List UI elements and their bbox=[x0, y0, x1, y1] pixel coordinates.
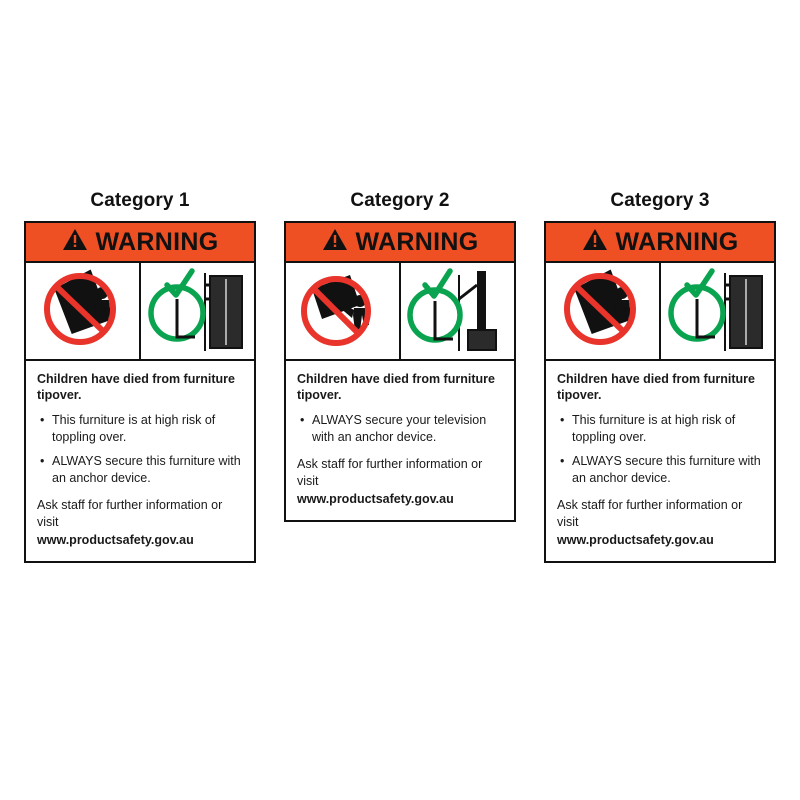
label-heading: Children have died from furniture tipover. bbox=[557, 372, 755, 402]
product-safety-url[interactable]: www.productsafety.gov.au bbox=[557, 532, 714, 547]
warning-card-category-3 bbox=[542, 190, 778, 563]
safety-label bbox=[544, 221, 776, 563]
category-title: Category 3 bbox=[610, 190, 710, 211]
list-item: • ALWAYS secure this furniture with an anchor device. bbox=[52, 453, 243, 487]
prohibited-child-pulling-tipping-television-icon bbox=[286, 263, 401, 359]
warning-card-category-2 bbox=[282, 190, 518, 522]
label-body bbox=[26, 361, 254, 561]
warning-triangle-icon bbox=[62, 228, 88, 256]
footer-text: Ask staff for further information or visit bbox=[557, 498, 743, 530]
category-title: Category 2 bbox=[350, 190, 450, 211]
pictogram-row bbox=[546, 263, 774, 361]
list-item: • This furniture is at high risk of toppling over. bbox=[572, 412, 763, 446]
approved-anchored-cabinet-icon bbox=[141, 263, 254, 359]
product-safety-url[interactable]: www.productsafety.gov.au bbox=[297, 491, 454, 506]
prohibited-child-climbing-tipping-furniture-icon bbox=[546, 263, 661, 359]
warning-label-text: WARNING bbox=[355, 227, 479, 256]
approved-anchored-cabinet-icon bbox=[661, 263, 774, 359]
warning-label-text: WARNING bbox=[95, 227, 219, 256]
label-heading: Children have died from furniture tipover. bbox=[37, 372, 235, 402]
list-item: • This furniture is at high risk of toppling over. bbox=[52, 412, 243, 446]
footer-text: Ask staff for further information or visit bbox=[37, 498, 223, 530]
safety-label bbox=[24, 221, 256, 563]
warning-banner bbox=[546, 223, 774, 263]
pictogram-row bbox=[26, 263, 254, 361]
warning-label-set bbox=[0, 190, 800, 563]
label-footer bbox=[37, 497, 243, 549]
warning-triangle-icon bbox=[322, 228, 348, 256]
warning-banner bbox=[26, 223, 254, 263]
list-item: • ALWAYS secure your television with an anchor device. bbox=[312, 412, 503, 446]
footer-text: Ask staff for further information or visit bbox=[297, 457, 483, 489]
label-body bbox=[286, 361, 514, 520]
warning-triangle-icon bbox=[582, 228, 608, 256]
label-footer bbox=[297, 456, 503, 508]
approved-anchored-television-icon bbox=[401, 263, 514, 359]
list-item: • ALWAYS secure this furniture with an anchor device. bbox=[572, 453, 763, 487]
safety-label bbox=[284, 221, 516, 522]
label-footer bbox=[557, 497, 763, 549]
product-safety-url[interactable]: www.productsafety.gov.au bbox=[37, 532, 194, 547]
label-heading: Children have died from furniture tipover. bbox=[297, 372, 495, 402]
label-body bbox=[546, 361, 774, 561]
label-bullet-list bbox=[297, 412, 503, 446]
warning-label-text: WARNING bbox=[615, 227, 739, 256]
prohibited-child-climbing-tipping-furniture-icon bbox=[26, 263, 141, 359]
label-bullet-list bbox=[557, 412, 763, 487]
warning-card-category-1 bbox=[22, 190, 258, 563]
pictogram-row bbox=[286, 263, 514, 361]
category-title: Category 1 bbox=[90, 190, 190, 211]
label-bullet-list bbox=[37, 412, 243, 487]
warning-banner bbox=[286, 223, 514, 263]
